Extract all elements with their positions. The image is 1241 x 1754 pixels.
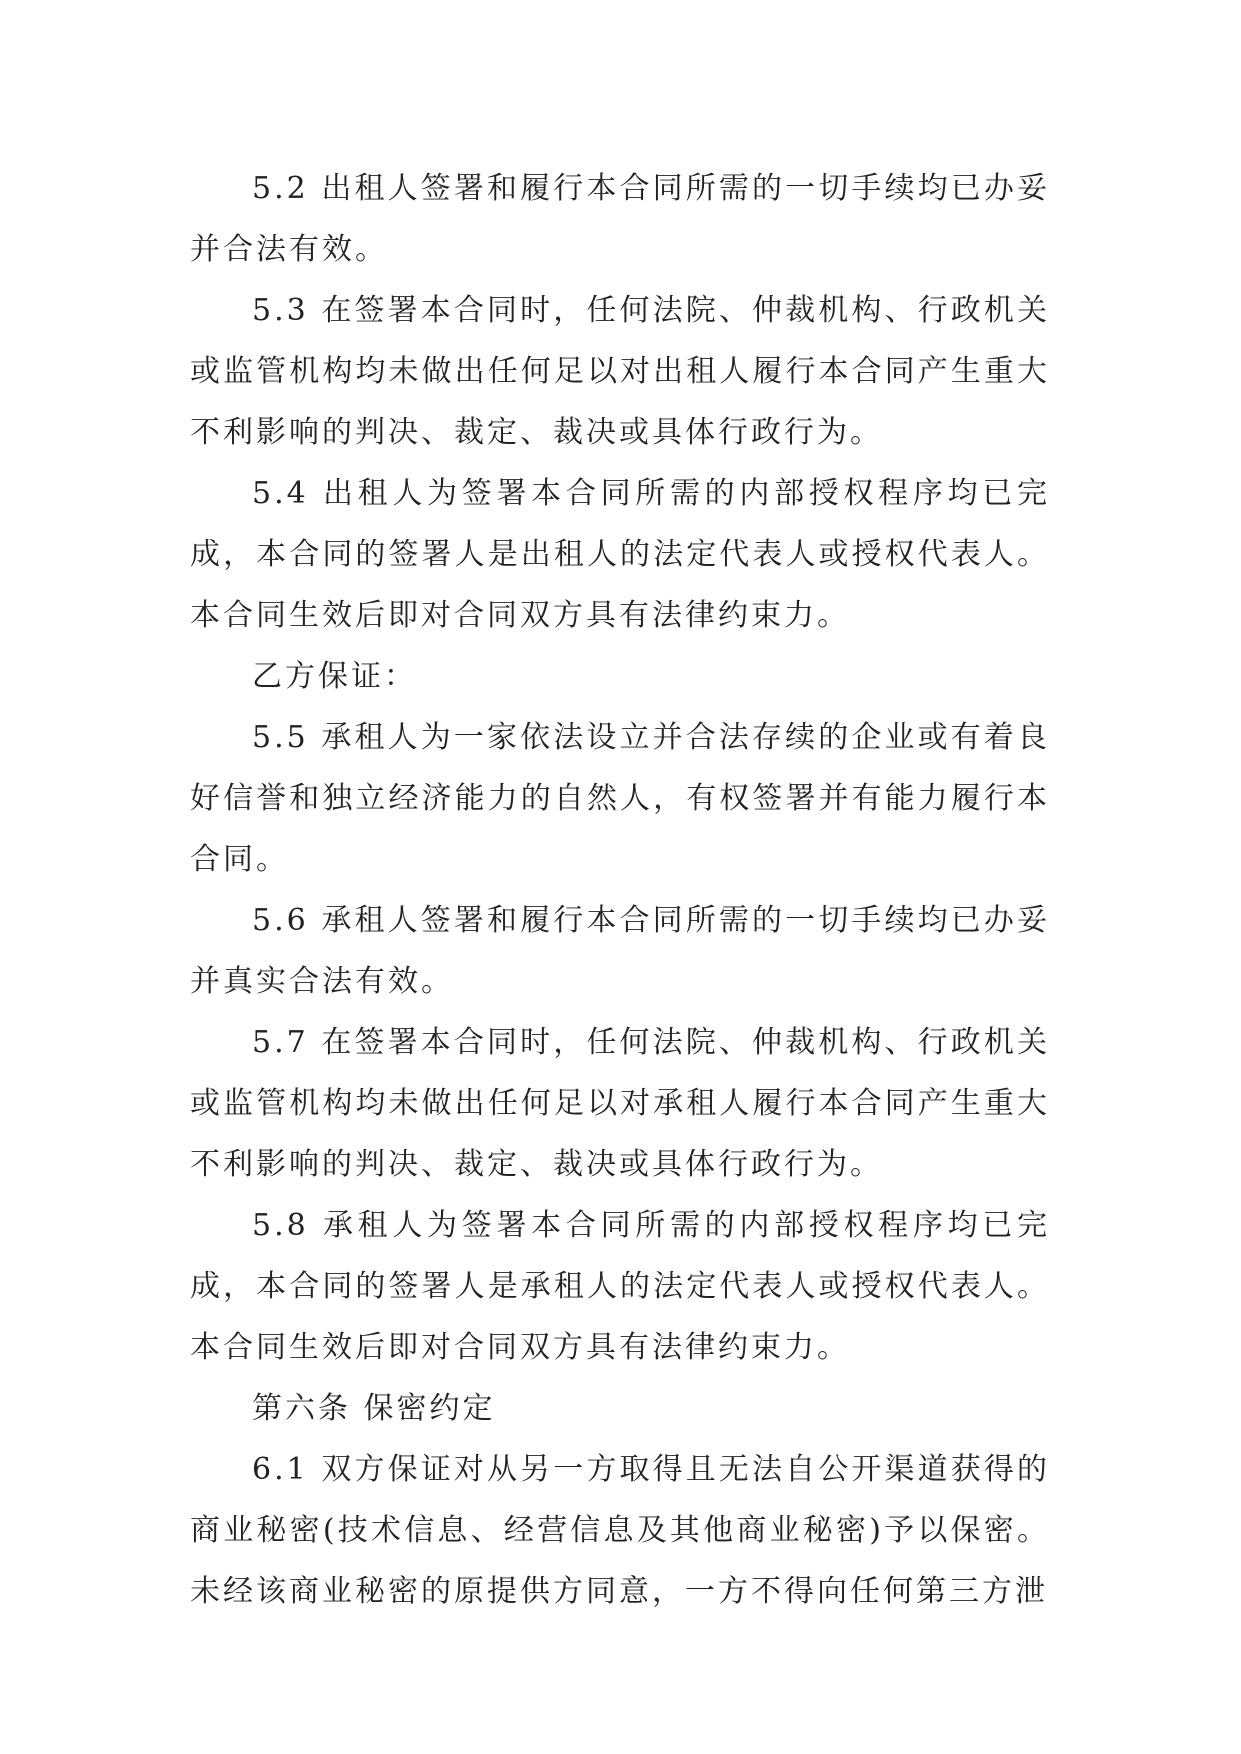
clause-5-5: 5.5 承租人为一家依法设立并合法存续的企业或有着良好信誉和独立经济能力的自然人，有权签署并有能力履行本合同。 bbox=[190, 720, 1050, 877]
document-body bbox=[190, 158, 1050, 1622]
clause-5-7: 5.7 在签署本合同时，任何法院、仲裁机构、行政机关或监管机构均未做出任何足以对承租人履行本合同产生重大不利影响的判决、裁定、裁决或具体行政行为。 bbox=[190, 1025, 1050, 1182]
article-6-heading: 第六条 保密约定 bbox=[252, 1391, 496, 1426]
clause-5-8: 5.8 承租人为签署本合同所需的内部授权程序均已完成，本合同的签署人是承租人的法定代表人或授权代表人。本合同生效后即对合同双方具有法律约束力。 bbox=[190, 1208, 1050, 1365]
clause-5-3: 5.3 在签署本合同时，任何法院、仲裁机构、行政机关或监管机构均未做出任何足以对出租人履行本合同产生重大不利影响的判决、裁定、裁决或具体行政行为。 bbox=[190, 293, 1050, 450]
section-heading-party-b-guarantee: 乙方保证： bbox=[252, 659, 417, 694]
clause-5-6: 5.6 承租人签署和履行本合同所需的一切手续均已办妥并真实合法有效。 bbox=[190, 903, 1050, 999]
clause-5-2: 5.2 出租人签署和履行本合同所需的一切手续均已办妥并合法有效。 bbox=[190, 171, 1050, 267]
clause-6-1: 6.1 双方保证对从另一方取得且无法自公开渠道获得的商业秘密(技术信息、经营信息及其他商业秘密)予以保密。未经该商业秘密的原提供方同意，一方不得向任何第三方泄 bbox=[190, 1452, 1050, 1609]
clause-5-4: 5.4 出租人为签署本合同所需的内部授权程序均已完成，本合同的签署人是出租人的法定代表人或授权代表人。本合同生效后即对合同双方具有法律约束力。 bbox=[190, 476, 1050, 633]
